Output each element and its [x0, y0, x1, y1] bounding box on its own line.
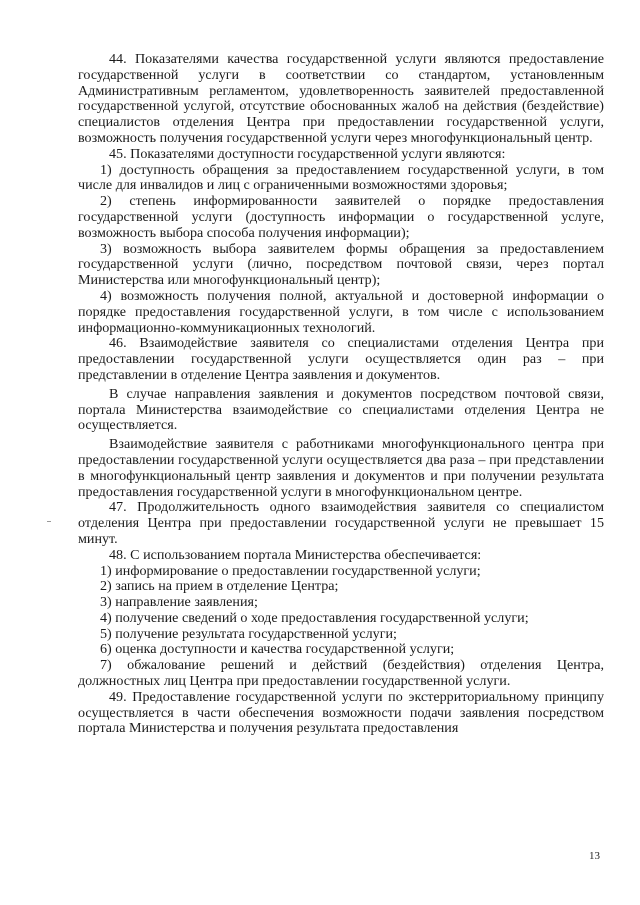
paragraph-45: 45. Показателями доступности государственной услуги являются:	[109, 145, 506, 162]
list-item: 5) получение результата государственной услуги;	[100, 625, 397, 642]
scan-artifact-mark	[47, 521, 51, 522]
list-item: 1) доступность обращения за предоставлением государственной услуги, в том числе для инвалидов и лиц с ограниченными возможностями здоровья;	[78, 161, 604, 194]
list-item: 2) степень информированности заявителей о порядке предоставления государственной услуги (доступность информации о государственной услуге, возможность выбора способа получения информации);	[78, 193, 604, 241]
paragraph-49: 49. Предоставление государственной услуги по экстерриториальному принципу осуществляется в части обеспечения возможности подачи заявления посредством портала Министерства и получения результата предоставления	[78, 688, 604, 737]
page-content	[78, 52, 604, 737]
list-item: 2) запись на прием в отделение Центра;	[100, 578, 339, 595]
list-item: 4) получение сведений о ходе предоставления государственной услуги;	[100, 609, 529, 626]
list-item: 4) возможность получения полной, актуальной и достоверной информации о порядке предоставления государственной услуги, в том числе с использованием информационно-коммуникационных технологий.	[78, 287, 604, 336]
paragraph-44: 44. Показателями качества государственной услуги являются предоставление государственной услуги в соответствии со стандартом, установленным Административным регламентом, удовлетворенность заявителей предоставленной государственной услугой, отсутствие обоснованных жалоб на действия (бездействие) специалистов отделения Центра при предоставлении государственной услуги, возможность получения государственной услуги через многофункциональный центр.	[78, 51, 604, 146]
paragraph-47: 47. Продолжительность одного взаимодействия заявителя со специалистом отделения Центра при предоставлении государственной услуги не превышает 15 минут.	[78, 499, 604, 547]
list-item: 1) информирование о предоставлении государственной услуги;	[100, 562, 481, 579]
paragraph-46: 46. Взаимодействие заявителя со специалистами отделения Центра при предоставлении государственной услуги осуществляется один раз – при представлении в отделение Центра заявления и документов.	[78, 335, 604, 383]
paragraph: Взаимодействие заявителя с работниками многофункционального центра при предоставлении государственной услуги осуществляется два раза – при представлении в многофункциональный центр заявления и документов и при получении результата предоставления государственной услуги в многофункциональном центре.	[78, 436, 604, 500]
page-number: 13	[589, 850, 600, 862]
paragraph: В случае направления заявления и документов посредством почтовой связи, портала Министерства взаимодействие со специалистами отделения Центра не осуществляется.	[78, 385, 604, 434]
list-item: 7) обжалование решений и действий (бездействия) отделения Центра, должностных лиц Центра при предоставлении государственной услуги.	[78, 657, 604, 690]
list-item: 6) оценка доступности и качества государственной услуги;	[100, 641, 455, 658]
list-item: 3) возможность выбора заявителем формы обращения за предоставлением государственной услуги (лично, посредством почтовой связи, через портал Министерства или многофункциональный центр);	[78, 240, 604, 289]
list-item: 3) направление заявления;	[100, 594, 258, 611]
paragraph-48: 48. С использованием портала Министерства обеспечивается:	[109, 546, 482, 563]
